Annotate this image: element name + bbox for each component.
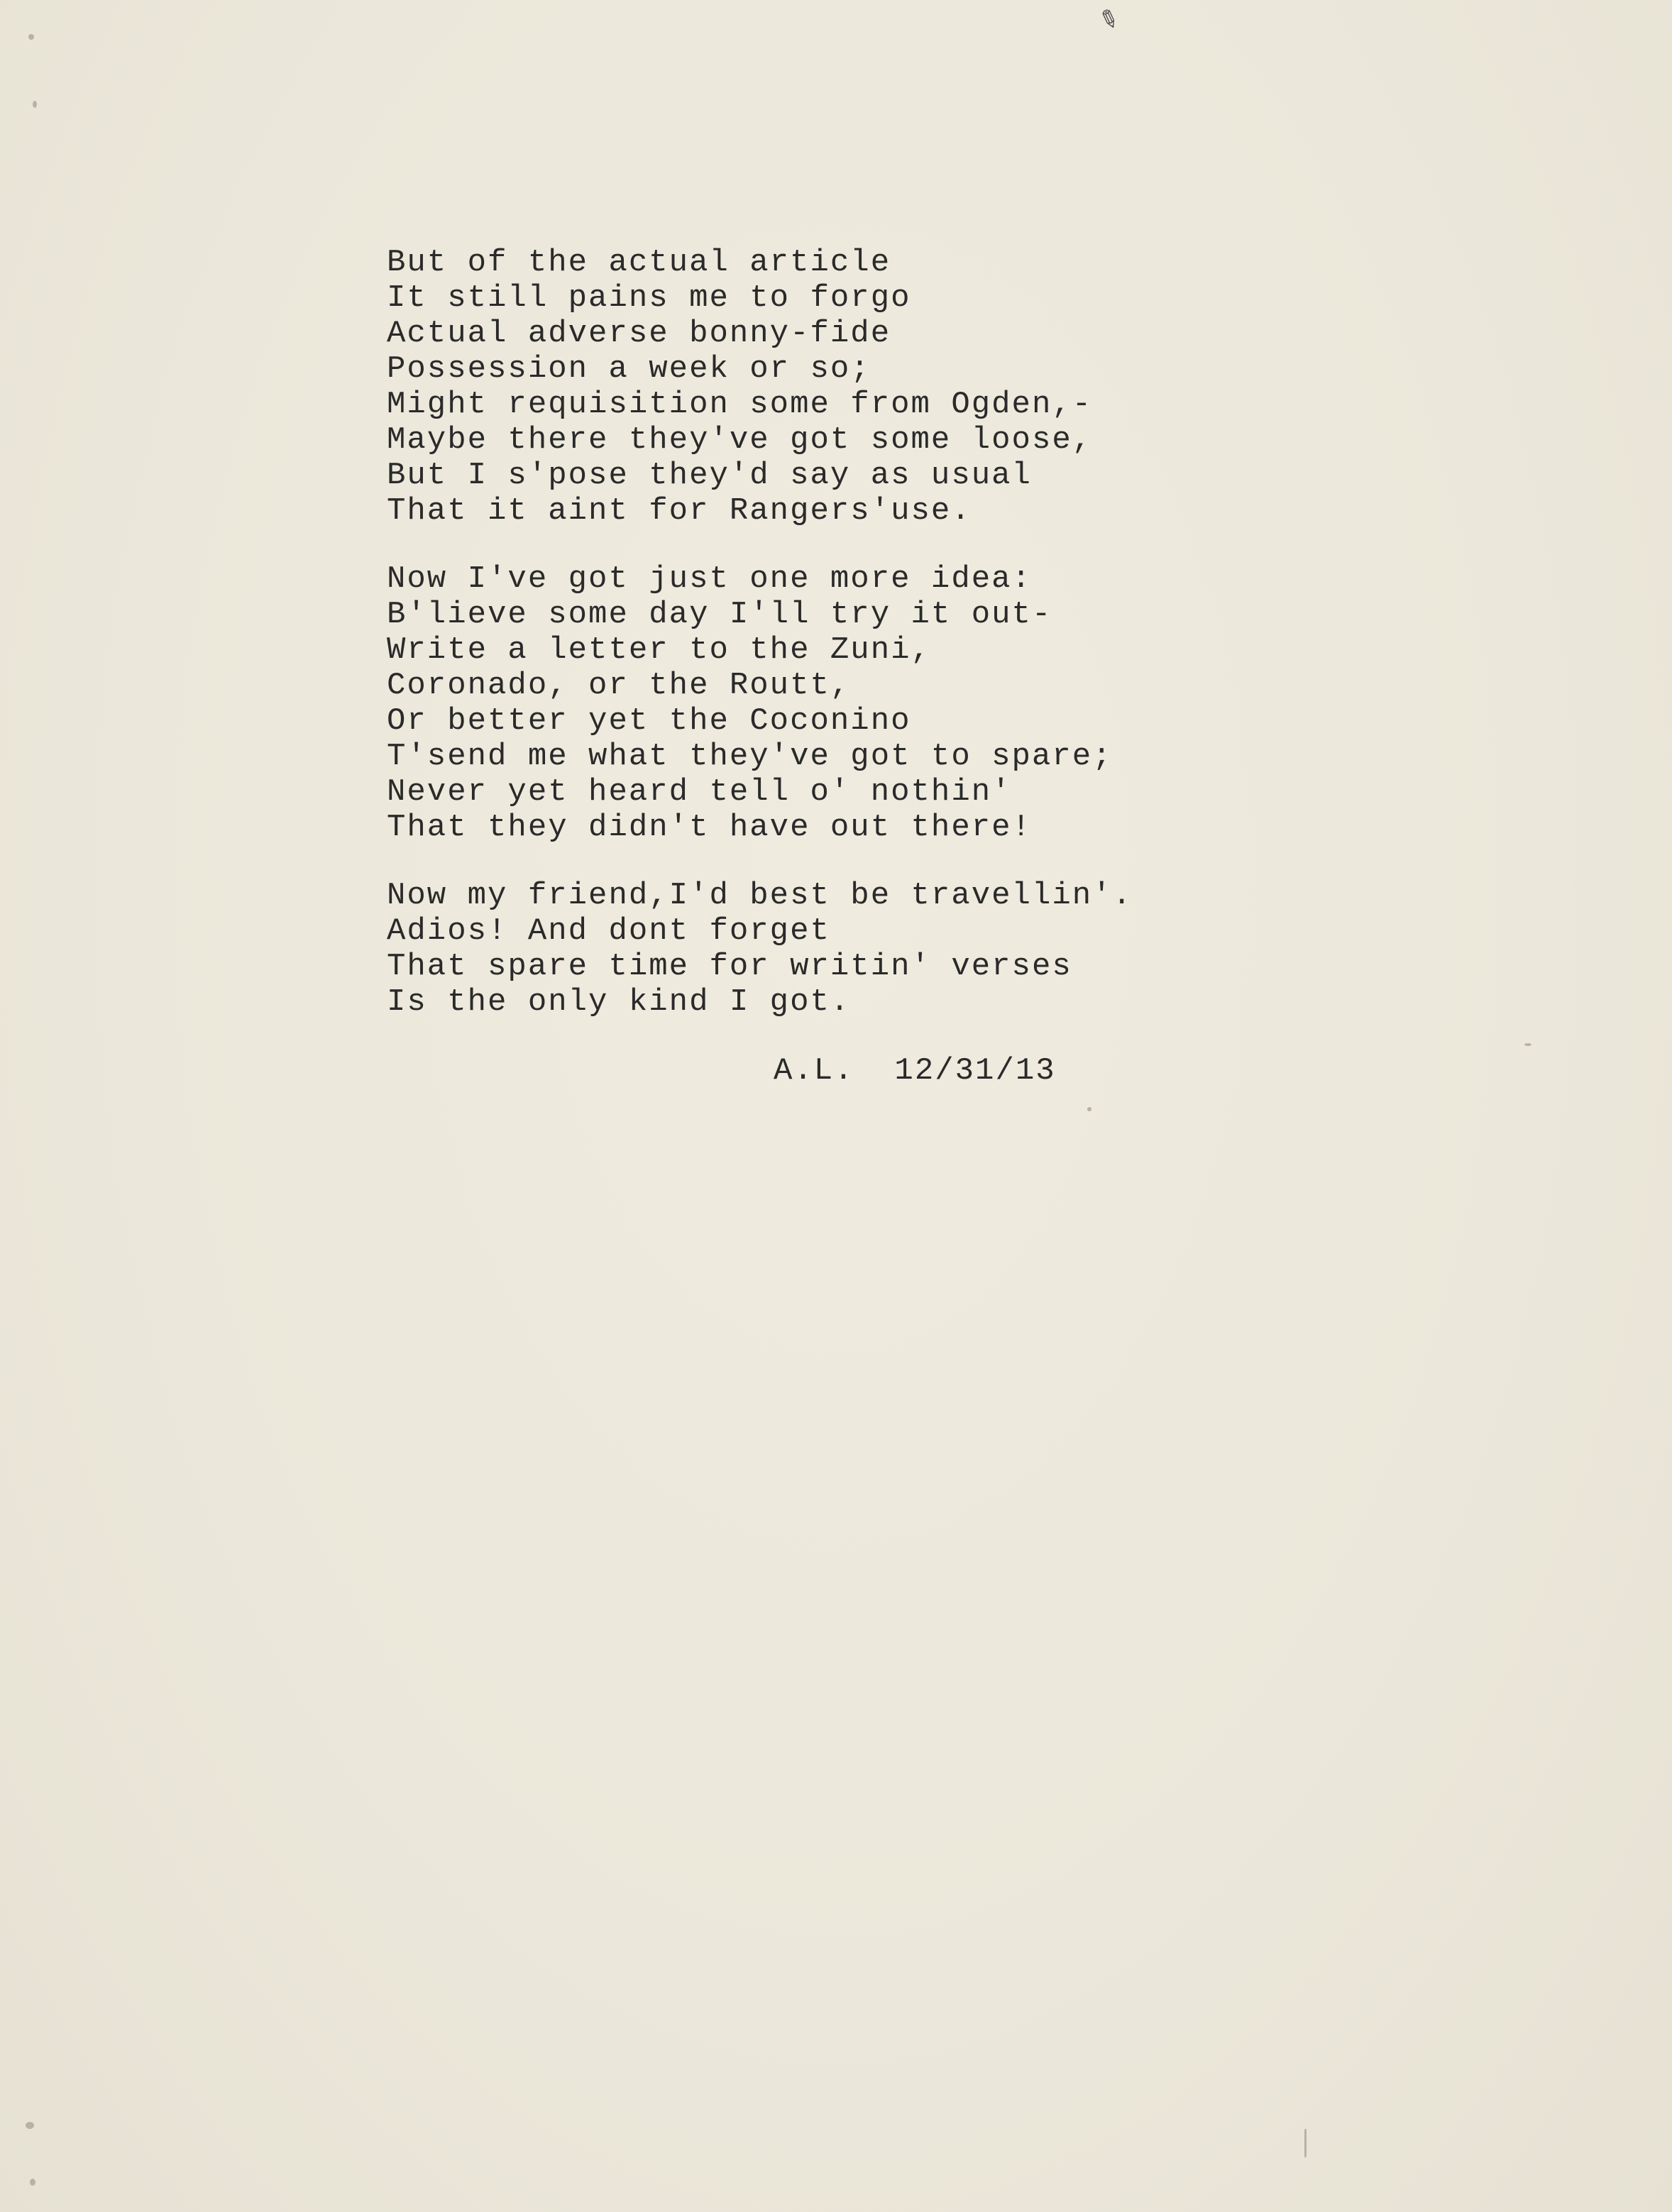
poem-line: Is the only kind I got.	[387, 984, 851, 1020]
signature-date: A.L. 12/31/13	[774, 1053, 1056, 1089]
paper-speck	[26, 2122, 34, 2129]
paper-speck	[30, 2179, 35, 2186]
poem-line: It still pains me to forgo	[387, 280, 911, 316]
stanza-3	[387, 878, 1133, 1020]
poem-line: Never yet heard tell o' nothin'	[387, 774, 1012, 810]
poem-line: Maybe there they've got some loose,	[387, 422, 1093, 458]
paper-speck	[1304, 2129, 1307, 2157]
paper-speck	[33, 101, 37, 108]
poem-line: Might requisition some from Ogden,-	[387, 387, 1093, 422]
poem-line: But I s'pose they'd say as usual	[387, 458, 1032, 493]
poem-line: B'lieve some day I'll try it out-	[387, 597, 1052, 632]
poem-line: Coronado, or the Routt,	[387, 668, 851, 703]
stanza-2	[387, 561, 1133, 845]
poem-line: Or better yet the Coconino	[387, 703, 911, 739]
poem-line: Possession a week or so;	[387, 351, 871, 387]
poem-line: That they didn't have out there!	[387, 810, 1032, 845]
paper-speck	[1087, 1107, 1091, 1111]
poem-body	[387, 245, 1133, 1020]
paper-speck	[28, 34, 34, 40]
poem-line: Adios! And dont forget	[387, 913, 830, 949]
poem-line: That spare time for writin' verses	[387, 949, 1072, 984]
poem-line: T'send me what they've got to spare;	[387, 739, 1113, 774]
paper-speck	[1524, 1043, 1531, 1046]
poem-line: Now my friend,I'd best be travellin'.	[387, 878, 1133, 913]
poem-line: That it aint for Rangers'use.	[387, 493, 972, 529]
poem-line: But of the actual article	[387, 245, 891, 280]
poem-line: Now I've got just one more idea:	[387, 561, 1032, 597]
stanza-1	[387, 245, 1133, 529]
poem-line: Actual adverse bonny-fide	[387, 316, 891, 351]
ink-mark-icon: ✎	[1094, 3, 1123, 37]
poem-line: Write a letter to the Zuni,	[387, 632, 931, 668]
